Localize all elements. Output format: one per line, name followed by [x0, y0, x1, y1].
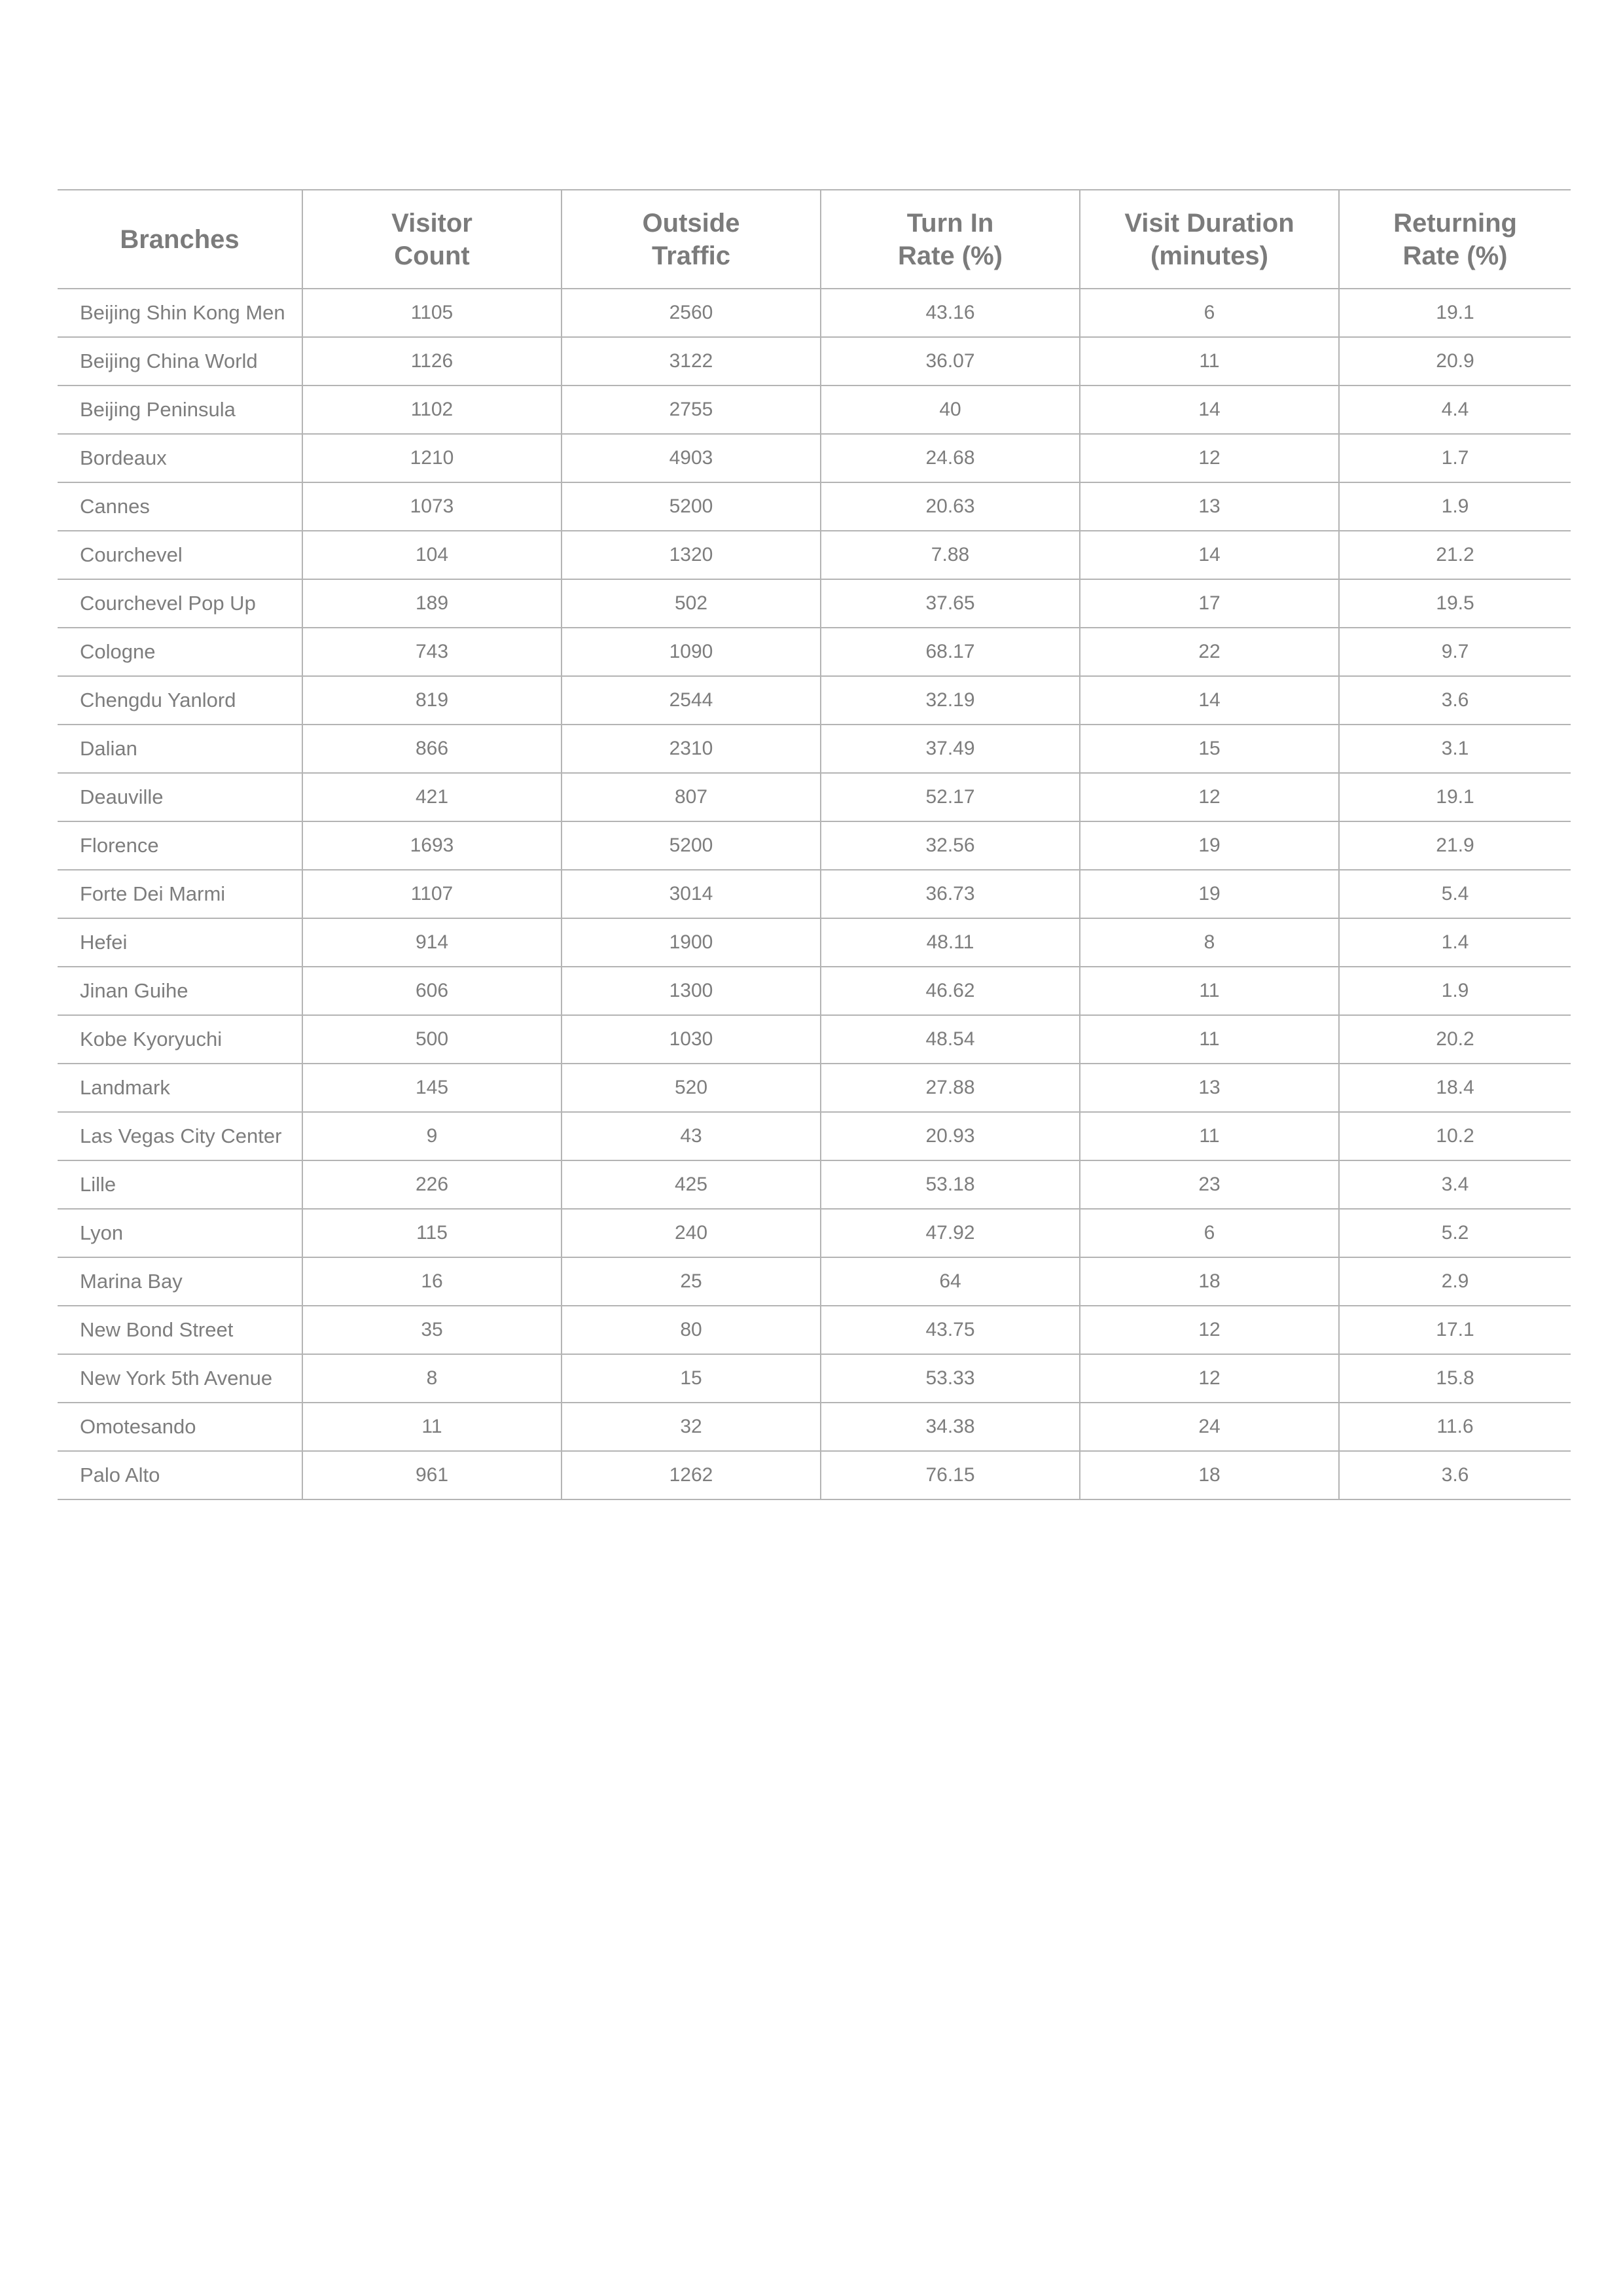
table-row	[58, 1160, 1571, 1209]
visit-duration-cell: 11	[1080, 1015, 1339, 1064]
table-row	[58, 1015, 1571, 1064]
table-body	[58, 289, 1571, 1499]
visit-duration-cell: 11	[1080, 337, 1339, 386]
visitor-count-cell: 819	[302, 676, 562, 725]
outside-traffic-cell: 2310	[562, 725, 821, 773]
returning-rate-cell: 2.9	[1339, 1257, 1571, 1306]
visitor-count-cell: 16	[302, 1257, 562, 1306]
branch-metrics-table	[58, 189, 1571, 1500]
turn-in-rate-cell: 48.54	[821, 1015, 1080, 1064]
outside-traffic-cell: 502	[562, 579, 821, 628]
outside-traffic-cell: 15	[562, 1354, 821, 1403]
visit-duration-cell: 6	[1080, 1209, 1339, 1257]
turn-in-rate-cell: 37.49	[821, 725, 1080, 773]
turn-in-rate-cell: 43.75	[821, 1306, 1080, 1354]
turn-in-rate-cell: 76.15	[821, 1451, 1080, 1499]
outside-traffic-cell: 1900	[562, 918, 821, 967]
visit-duration-cell: 13	[1080, 1064, 1339, 1112]
turn-in-rate-cell: 37.65	[821, 579, 1080, 628]
header-branches: Branches	[58, 190, 302, 289]
returning-rate-cell: 20.9	[1339, 337, 1571, 386]
returning-rate-cell: 5.2	[1339, 1209, 1571, 1257]
visitor-count-cell: 104	[302, 531, 562, 579]
outside-traffic-cell: 240	[562, 1209, 821, 1257]
visitor-count-cell: 226	[302, 1160, 562, 1209]
returning-rate-cell: 11.6	[1339, 1403, 1571, 1451]
table-row	[58, 821, 1571, 870]
branch-name-cell: Beijing Peninsula	[58, 386, 302, 434]
returning-rate-cell: 3.6	[1339, 676, 1571, 725]
visit-duration-cell: 12	[1080, 1354, 1339, 1403]
returning-rate-cell: 10.2	[1339, 1112, 1571, 1160]
outside-traffic-cell: 5200	[562, 821, 821, 870]
visitor-count-cell: 866	[302, 725, 562, 773]
branch-name-cell: Bordeaux	[58, 434, 302, 482]
returning-rate-cell: 20.2	[1339, 1015, 1571, 1064]
returning-rate-cell: 19.1	[1339, 289, 1571, 337]
turn-in-rate-cell: 32.56	[821, 821, 1080, 870]
visit-duration-cell: 19	[1080, 821, 1339, 870]
returning-rate-cell: 3.6	[1339, 1451, 1571, 1499]
returning-rate-cell: 1.9	[1339, 482, 1571, 531]
outside-traffic-cell: 520	[562, 1064, 821, 1112]
visit-duration-cell: 12	[1080, 1306, 1339, 1354]
branch-name-cell: Beijing China World	[58, 337, 302, 386]
turn-in-rate-cell: 40	[821, 386, 1080, 434]
turn-in-rate-cell: 20.63	[821, 482, 1080, 531]
visitor-count-cell: 115	[302, 1209, 562, 1257]
turn-in-rate-cell: 53.33	[821, 1354, 1080, 1403]
visit-duration-cell: 22	[1080, 628, 1339, 676]
returning-rate-cell: 3.4	[1339, 1160, 1571, 1209]
table-row	[58, 531, 1571, 579]
visit-duration-cell: 13	[1080, 482, 1339, 531]
visitor-count-cell: 1126	[302, 337, 562, 386]
returning-rate-cell: 21.9	[1339, 821, 1571, 870]
returning-rate-cell: 19.5	[1339, 579, 1571, 628]
returning-rate-cell: 18.4	[1339, 1064, 1571, 1112]
visit-duration-cell: 14	[1080, 676, 1339, 725]
returning-rate-cell: 1.4	[1339, 918, 1571, 967]
turn-in-rate-cell: 36.73	[821, 870, 1080, 918]
visit-duration-cell: 18	[1080, 1451, 1339, 1499]
outside-traffic-cell: 1320	[562, 531, 821, 579]
outside-traffic-cell: 4903	[562, 434, 821, 482]
branch-name-cell: Kobe Kyoryuchi	[58, 1015, 302, 1064]
turn-in-rate-cell: 24.68	[821, 434, 1080, 482]
visitor-count-cell: 1210	[302, 434, 562, 482]
header-row	[58, 190, 1571, 289]
visitor-count-cell: 189	[302, 579, 562, 628]
table-header	[58, 190, 1571, 289]
turn-in-rate-cell: 20.93	[821, 1112, 1080, 1160]
branch-name-cell: Jinan Guihe	[58, 967, 302, 1015]
table-row	[58, 289, 1571, 337]
visitor-count-cell: 914	[302, 918, 562, 967]
visitor-count-cell: 1102	[302, 386, 562, 434]
returning-rate-cell: 9.7	[1339, 628, 1571, 676]
table-row	[58, 967, 1571, 1015]
turn-in-rate-cell: 7.88	[821, 531, 1080, 579]
turn-in-rate-cell: 52.17	[821, 773, 1080, 821]
table-row	[58, 1209, 1571, 1257]
turn-in-rate-cell: 36.07	[821, 337, 1080, 386]
header-outside-traffic: Outside Traffic	[562, 190, 821, 289]
turn-in-rate-cell: 27.88	[821, 1064, 1080, 1112]
table-row	[58, 773, 1571, 821]
turn-in-rate-cell: 64	[821, 1257, 1080, 1306]
header-visitor-count: Visitor Count	[302, 190, 562, 289]
turn-in-rate-cell: 48.11	[821, 918, 1080, 967]
table-row	[58, 1306, 1571, 1354]
returning-rate-cell: 1.9	[1339, 967, 1571, 1015]
outside-traffic-cell: 2755	[562, 386, 821, 434]
returning-rate-cell: 5.4	[1339, 870, 1571, 918]
returning-rate-cell: 15.8	[1339, 1354, 1571, 1403]
branch-name-cell: Courchevel	[58, 531, 302, 579]
turn-in-rate-cell: 43.16	[821, 289, 1080, 337]
visit-duration-cell: 17	[1080, 579, 1339, 628]
visit-duration-cell: 19	[1080, 870, 1339, 918]
table-row	[58, 482, 1571, 531]
visitor-count-cell: 961	[302, 1451, 562, 1499]
visit-duration-cell: 15	[1080, 725, 1339, 773]
branch-name-cell: Las Vegas City Center	[58, 1112, 302, 1160]
outside-traffic-cell: 425	[562, 1160, 821, 1209]
visitor-count-cell: 743	[302, 628, 562, 676]
branch-name-cell: Beijing Shin Kong Men	[58, 289, 302, 337]
visitor-count-cell: 8	[302, 1354, 562, 1403]
outside-traffic-cell: 80	[562, 1306, 821, 1354]
branch-name-cell: New York 5th Avenue	[58, 1354, 302, 1403]
visitor-count-cell: 11	[302, 1403, 562, 1451]
branch-name-cell: Marina Bay	[58, 1257, 302, 1306]
table-row	[58, 386, 1571, 434]
outside-traffic-cell: 1300	[562, 967, 821, 1015]
outside-traffic-cell: 2560	[562, 289, 821, 337]
visit-duration-cell: 6	[1080, 289, 1339, 337]
outside-traffic-cell: 25	[562, 1257, 821, 1306]
branch-name-cell: Hefei	[58, 918, 302, 967]
header-returning-rate: Returning Rate (%)	[1339, 190, 1571, 289]
branch-name-cell: Landmark	[58, 1064, 302, 1112]
table-row	[58, 1112, 1571, 1160]
turn-in-rate-cell: 34.38	[821, 1403, 1080, 1451]
turn-in-rate-cell: 53.18	[821, 1160, 1080, 1209]
branch-name-cell: Florence	[58, 821, 302, 870]
outside-traffic-cell: 43	[562, 1112, 821, 1160]
branch-name-cell: Cologne	[58, 628, 302, 676]
visitor-count-cell: 421	[302, 773, 562, 821]
table-row	[58, 1354, 1571, 1403]
table-row	[58, 918, 1571, 967]
branch-name-cell: New Bond Street	[58, 1306, 302, 1354]
visitor-count-cell: 606	[302, 967, 562, 1015]
visitor-count-cell: 1107	[302, 870, 562, 918]
table-row	[58, 1403, 1571, 1451]
branch-name-cell: Cannes	[58, 482, 302, 531]
outside-traffic-cell: 1030	[562, 1015, 821, 1064]
visitor-count-cell: 500	[302, 1015, 562, 1064]
returning-rate-cell: 17.1	[1339, 1306, 1571, 1354]
returning-rate-cell: 4.4	[1339, 386, 1571, 434]
table-row	[58, 725, 1571, 773]
table-row	[58, 1257, 1571, 1306]
visit-duration-cell: 14	[1080, 531, 1339, 579]
visitor-count-cell: 1105	[302, 289, 562, 337]
branch-name-cell: Chengdu Yanlord	[58, 676, 302, 725]
table-row	[58, 628, 1571, 676]
visitor-count-cell: 35	[302, 1306, 562, 1354]
visit-duration-cell: 11	[1080, 1112, 1339, 1160]
returning-rate-cell: 1.7	[1339, 434, 1571, 482]
outside-traffic-cell: 807	[562, 773, 821, 821]
table-row	[58, 676, 1571, 725]
visit-duration-cell: 12	[1080, 773, 1339, 821]
visit-duration-cell: 23	[1080, 1160, 1339, 1209]
table-row	[58, 434, 1571, 482]
outside-traffic-cell: 32	[562, 1403, 821, 1451]
returning-rate-cell: 3.1	[1339, 725, 1571, 773]
table-row	[58, 870, 1571, 918]
visitor-count-cell: 1693	[302, 821, 562, 870]
branch-name-cell: Lille	[58, 1160, 302, 1209]
header-visit-duration: Visit Duration (minutes)	[1080, 190, 1339, 289]
branch-name-cell: Palo Alto	[58, 1451, 302, 1499]
visit-duration-cell: 18	[1080, 1257, 1339, 1306]
header-turn-in-rate: Turn In Rate (%)	[821, 190, 1080, 289]
branch-name-cell: Omotesando	[58, 1403, 302, 1451]
visit-duration-cell: 8	[1080, 918, 1339, 967]
outside-traffic-cell: 3014	[562, 870, 821, 918]
outside-traffic-cell: 3122	[562, 337, 821, 386]
visit-duration-cell: 12	[1080, 434, 1339, 482]
visit-duration-cell: 11	[1080, 967, 1339, 1015]
turn-in-rate-cell: 47.92	[821, 1209, 1080, 1257]
outside-traffic-cell: 1090	[562, 628, 821, 676]
branch-name-cell: Deauville	[58, 773, 302, 821]
branch-name-cell: Dalian	[58, 725, 302, 773]
turn-in-rate-cell: 32.19	[821, 676, 1080, 725]
table-row	[58, 337, 1571, 386]
returning-rate-cell: 19.1	[1339, 773, 1571, 821]
visitor-count-cell: 1073	[302, 482, 562, 531]
outside-traffic-cell: 1262	[562, 1451, 821, 1499]
returning-rate-cell: 21.2	[1339, 531, 1571, 579]
table-row	[58, 1451, 1571, 1499]
branch-name-cell: Forte Dei Marmi	[58, 870, 302, 918]
table-row	[58, 579, 1571, 628]
table-row	[58, 1064, 1571, 1112]
turn-in-rate-cell: 46.62	[821, 967, 1080, 1015]
visitor-count-cell: 9	[302, 1112, 562, 1160]
visit-duration-cell: 24	[1080, 1403, 1339, 1451]
visit-duration-cell: 14	[1080, 386, 1339, 434]
turn-in-rate-cell: 68.17	[821, 628, 1080, 676]
branch-name-cell: Courchevel Pop Up	[58, 579, 302, 628]
visitor-count-cell: 145	[302, 1064, 562, 1112]
branch-name-cell: Lyon	[58, 1209, 302, 1257]
outside-traffic-cell: 2544	[562, 676, 821, 725]
outside-traffic-cell: 5200	[562, 482, 821, 531]
